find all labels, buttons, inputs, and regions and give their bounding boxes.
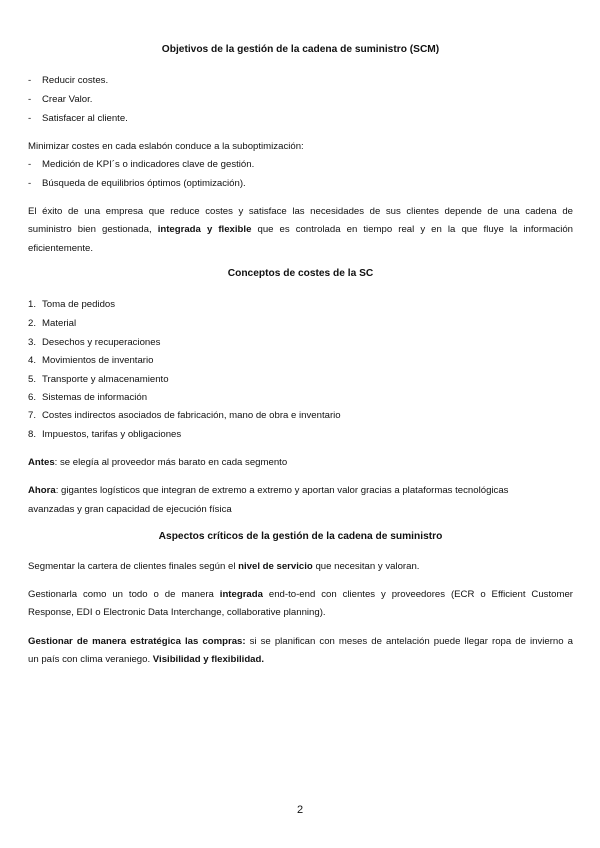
list-number: 6. (28, 392, 37, 403)
paragraph-line: eficientemente. (28, 243, 94, 254)
paragraph-line: Gestionarla como un todo o de manera integrada end-to-end con clientes y proveedores (ECR o Efficient Customer (28, 589, 574, 600)
list-item: Medición de KPI´s o indicadores clave de gestión. (42, 159, 255, 170)
list-item: Sistemas de información (42, 392, 148, 403)
section-title-aspectos: Aspectos críticos de la gestión de la cadena de suministro (158, 531, 443, 542)
bold-text: integrada (219, 589, 263, 600)
list-item: Movimientos de inventario (42, 355, 154, 366)
paragraph-line: El éxito de una empresa que reduce costes y satisface las necesidades de sus clientes depende de una cadena de (28, 206, 573, 217)
paragraph-segmentar: Segmentar la cartera de clientes finales según el nivel de servicio que necesitan y valoran. (28, 561, 420, 572)
list-number: 4. (28, 355, 37, 366)
list-number: 1. (28, 299, 37, 310)
paragraph-line: suministro bien gestionada, integrada y flexible que es controlada en tiempo real y en la que fluye la información (28, 224, 574, 235)
bullet-dash: - (28, 159, 32, 170)
intro-text: Minimizar costes en cada eslabón conduce a la suboptimización: (28, 141, 304, 152)
paragraph-line: Gestionar de manera estratégica las compras: si se planifican con meses de antelación puede llegar ropa de invierno a (28, 636, 573, 647)
list-number: 7. (28, 410, 37, 421)
list-number: 2. (28, 318, 37, 329)
bullet-dash: - (28, 94, 32, 105)
bold-text: nivel de servicio (238, 561, 313, 572)
bold-text: integrada y flexible (157, 224, 252, 235)
list-number: 5. (28, 374, 37, 385)
antes-paragraph: Antes: se elegía al proveedor más barato en cada segmento (28, 457, 288, 468)
bullet-dash: - (28, 178, 32, 189)
list-item: Búsqueda de equilibrios óptimos (optimización). (42, 178, 246, 189)
section-title-objetivos: Objetivos de la gestión de la cadena de suministro (SCM) (161, 44, 440, 55)
bold-text: Gestionar de manera estratégica las compras: (28, 636, 246, 647)
bold-label: Ahora (28, 485, 56, 496)
list-item: Transporte y almacenamiento (42, 374, 169, 385)
list-number: 8. (28, 429, 37, 440)
list-item: Material (42, 318, 77, 329)
bold-text: Visibilidad y flexibilidad. (152, 654, 265, 665)
page-number: 2 (296, 804, 304, 816)
bullet-dash: - (28, 75, 32, 86)
list-item: Reducir costes. (42, 75, 109, 86)
paragraph-line: avanzadas y gran capacidad de ejecución física (28, 504, 232, 515)
list-number: 3. (28, 337, 37, 348)
list-item: Impuestos, tarifas y obligaciones (42, 429, 182, 440)
list-item: Crear Valor. (42, 94, 93, 105)
paragraph-line: Response, EDI o Electronic Data Interchange, collaborative planning). (28, 607, 326, 618)
bullet-dash: - (28, 113, 32, 124)
list-item: Satisfacer al cliente. (42, 113, 128, 124)
paragraph-line: un país con clima veraniego. Visibilidad y flexibilidad. (28, 654, 265, 665)
paragraph-line: Ahora: gigantes logísticos que integran de extremo a extremo y aportan valor gracias a plataformas tecnológicas (28, 485, 509, 496)
bold-label: Antes (28, 457, 55, 468)
list-item: Toma de pedidos (42, 299, 116, 310)
list-item: Costes indirectos asociados de fabricación, mano de obra e inventario (42, 410, 341, 421)
section-title-conceptos: Conceptos de costes de la SC (227, 268, 374, 279)
list-item: Desechos y recuperaciones (42, 337, 161, 348)
